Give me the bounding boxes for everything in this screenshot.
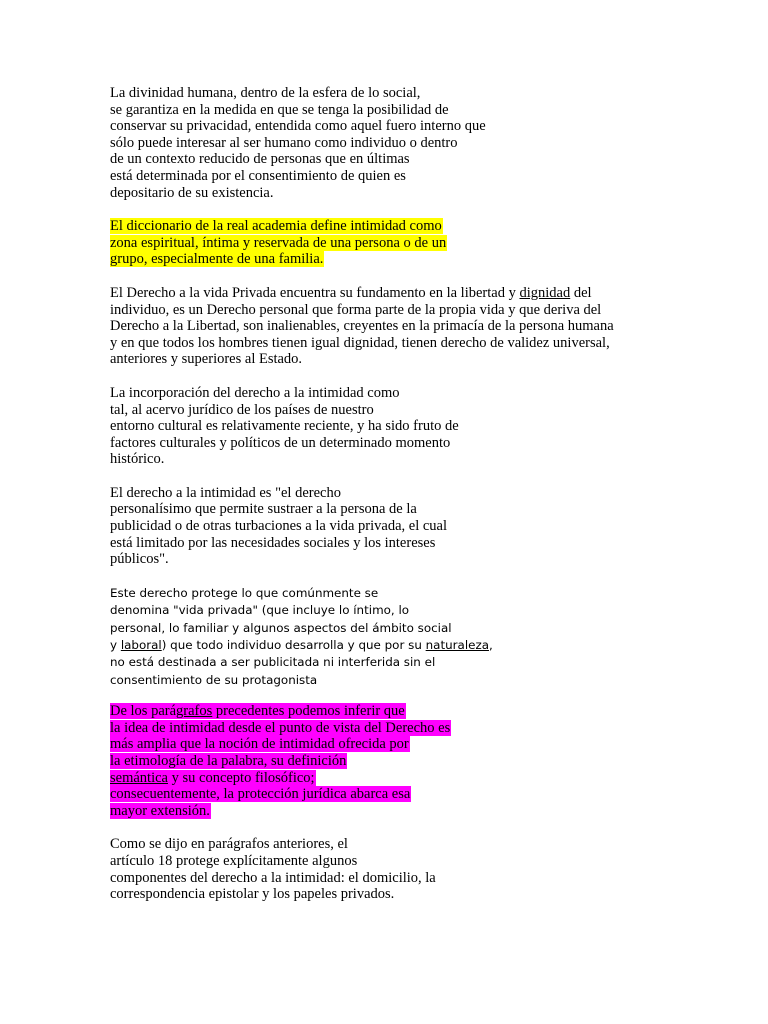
paragraph — [110, 836, 670, 902]
underlined-word: semántica — [110, 769, 168, 786]
text-line — [110, 602, 670, 619]
paragraph — [110, 703, 670, 819]
text-line — [110, 803, 670, 820]
highlighted-text — [110, 770, 316, 786]
text-line — [110, 870, 670, 887]
text-run — [110, 638, 493, 652]
text-line — [110, 551, 670, 568]
underlined-word: laboral — [120, 638, 162, 653]
text-line — [110, 585, 670, 602]
text-segment: y — [110, 638, 121, 653]
highlighted-text — [110, 251, 324, 267]
text-line — [110, 535, 670, 552]
text-run — [110, 501, 417, 517]
paragraph — [110, 85, 670, 201]
text-segment: personalísimo que permite sustraer a la persona de la — [110, 501, 417, 518]
document-page — [110, 85, 670, 920]
text-line — [110, 185, 670, 202]
text-segment: mayor extensión. — [110, 802, 210, 819]
text-run — [110, 335, 610, 351]
text-line — [110, 151, 670, 168]
highlighted-text — [110, 803, 211, 819]
text-run — [110, 518, 447, 534]
underlined-word: naturaleza — [425, 638, 489, 653]
text-segment: se garantiza en la medida en que se tenga la posibilidad de — [110, 101, 449, 118]
text-line — [110, 402, 670, 419]
text-line — [110, 351, 670, 368]
text-segment: ) que todo individuo desarrolla y que por su — [161, 638, 426, 653]
text-line — [110, 251, 670, 268]
text-segment: conservar su privacidad, entendida como aquel fuero interno que — [110, 118, 486, 135]
text-line — [110, 770, 670, 787]
text-line — [110, 168, 670, 185]
text-segment: más amplia que la noción de intimidad ofrecida por — [110, 736, 409, 753]
highlighted-text — [110, 218, 443, 234]
text-segment: El diccionario de la real academia define intimidad como — [110, 218, 442, 235]
text-line — [110, 720, 670, 737]
text-segment: Como se dijo en parágrafos anteriores, el — [110, 836, 348, 853]
text-run — [110, 673, 317, 687]
text-run — [110, 185, 273, 201]
text-run — [110, 586, 378, 600]
text-segment: sólo puede interesar al ser humano como individuo o dentro — [110, 134, 458, 151]
text-line — [110, 736, 670, 753]
text-run — [110, 418, 459, 434]
text-run — [110, 118, 486, 134]
paragraph — [110, 485, 670, 568]
text-line — [110, 451, 670, 468]
text-run — [110, 168, 406, 184]
text-line — [110, 118, 670, 135]
highlighted-text — [110, 736, 410, 752]
text-run — [110, 853, 357, 869]
text-line — [110, 501, 670, 518]
text-segment: precedentes podemos inferir que — [212, 703, 405, 720]
text-run — [110, 451, 164, 467]
paragraph — [110, 218, 670, 268]
text-line — [110, 302, 670, 319]
text-line — [110, 886, 670, 903]
text-segment: grupo, especialmente de una familia. — [110, 251, 324, 268]
text-line — [110, 435, 670, 452]
highlighted-text — [110, 703, 406, 719]
text-run — [110, 385, 399, 401]
text-run — [110, 85, 420, 101]
text-line — [110, 836, 670, 853]
text-line — [110, 418, 670, 435]
text-line — [110, 853, 670, 870]
text-line — [110, 654, 670, 671]
text-segment: de un contexto reducido de personas que en últimas — [110, 151, 410, 168]
text-line — [110, 135, 670, 152]
highlighted-text — [110, 786, 411, 802]
text-segment: correspondencia epistolar y los papeles privados. — [110, 886, 395, 903]
text-segment: componentes del derecho a la intimidad: el domicilio, la — [110, 869, 436, 886]
text-run — [110, 435, 450, 451]
text-run — [110, 151, 410, 167]
text-segment: zona espiritual, íntima y reservada de una persona o de un — [110, 234, 447, 251]
text-segment: está limitado por las necesidades sociales y los intereses — [110, 534, 436, 551]
text-segment: Este derecho protege lo que comúnmente se — [110, 585, 379, 600]
text-run — [110, 535, 435, 551]
text-line — [110, 102, 670, 119]
text-line — [110, 637, 670, 654]
text-segment: del — [570, 284, 592, 301]
text-run — [110, 351, 302, 367]
text-segment: De los pará — [110, 703, 177, 720]
text-line — [110, 218, 670, 235]
highlighted-text — [110, 235, 447, 251]
text-segment: la etimología de la palabra, su definición — [110, 753, 347, 770]
text-segment: factores culturales y políticos de un determinado momento — [110, 434, 451, 451]
text-line — [110, 485, 670, 502]
text-segment: públicos". — [110, 551, 169, 568]
text-line — [110, 335, 670, 352]
text-line — [110, 285, 670, 302]
text-run — [110, 135, 458, 151]
text-segment: no está destinada a ser publicitada ni interferida sin el — [110, 655, 436, 670]
text-line — [110, 620, 670, 637]
text-segment: publicidad o de otras turbaciones a la vida privada, el cual — [110, 518, 447, 535]
text-segment: denomina "vida privada" (que incluye lo íntimo, lo — [110, 603, 410, 618]
text-segment: , — [488, 638, 493, 653]
text-run — [110, 302, 601, 318]
underlined-word: dignidad — [519, 284, 571, 301]
underlined-word: grafos — [176, 703, 213, 720]
text-run — [110, 485, 341, 501]
text-segment: personal, lo familiar y algunos aspectos del ámbito social — [110, 620, 452, 635]
text-segment: La divinidad humana, dentro de la esfera de lo social, — [110, 85, 421, 101]
text-run — [110, 318, 614, 334]
paragraph — [110, 585, 670, 689]
text-segment: y su concepto filosófico; — [167, 769, 315, 786]
text-line — [110, 235, 670, 252]
text-segment: consentimiento de su protagonista — [110, 672, 318, 687]
text-line — [110, 703, 670, 720]
text-segment: El Derecho a la vida Privada encuentra su fundamento en la libertad y — [110, 284, 520, 301]
text-segment: El derecho a la intimidad es "el derecho — [110, 484, 341, 501]
text-segment: la idea de intimidad desde el punto de vista del Derecho es — [110, 719, 451, 736]
text-run — [110, 870, 436, 886]
text-segment: y en que todos los hombres tienen igual dignidad, tienen derecho de validez universal, — [110, 334, 610, 351]
text-line — [110, 85, 670, 102]
text-segment: histórico. — [110, 451, 165, 468]
text-run — [110, 655, 435, 669]
text-run — [110, 551, 169, 567]
highlighted-text — [110, 753, 347, 769]
text-segment: consecuentemente, la protección jurídica abarca esa — [110, 786, 411, 803]
text-line — [110, 672, 670, 689]
highlighted-text — [110, 720, 451, 736]
text-run — [110, 836, 348, 852]
text-run — [110, 886, 394, 902]
text-run — [110, 402, 374, 418]
text-segment: La incorporación del derecho a la intimidad como — [110, 384, 400, 401]
text-segment: anteriores y superiores al Estado. — [110, 351, 303, 368]
text-line — [110, 753, 670, 770]
text-line — [110, 385, 670, 402]
paragraph — [110, 385, 670, 468]
text-segment: Derecho a la Libertad, son inalienables, creyentes en la primacía de la persona humana — [110, 318, 614, 335]
text-segment: está determinada por el consentimiento de quien es — [110, 167, 406, 184]
text-line — [110, 518, 670, 535]
paragraph — [110, 285, 670, 368]
text-run — [110, 102, 449, 118]
text-run — [110, 621, 452, 635]
text-segment: depositario de su existencia. — [110, 184, 274, 201]
text-segment: individuo, es un Derecho personal que forma parte de la propia vida y que deriva del — [110, 301, 602, 318]
text-line — [110, 786, 670, 803]
text-line — [110, 318, 670, 335]
text-segment: artículo 18 protege explícitamente algunos — [110, 853, 358, 870]
text-run — [110, 285, 592, 301]
text-segment: entorno cultural es relativamente reciente, y ha sido fruto de — [110, 418, 459, 435]
text-segment: tal, al acervo jurídico de los países de nuestro — [110, 401, 374, 418]
text-run — [110, 603, 409, 617]
